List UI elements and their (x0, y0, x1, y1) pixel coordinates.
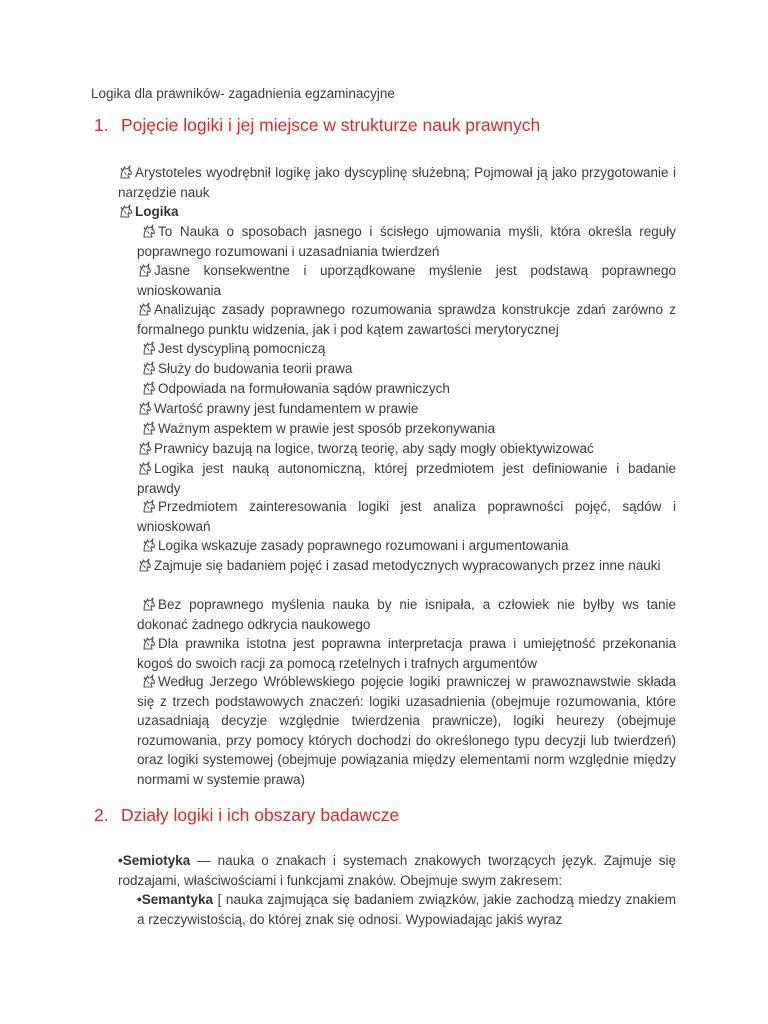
list-item: Logika wskazuje zasady poprawnego rozumowani i argumentowania (141, 536, 676, 556)
unicorn-icon (118, 164, 134, 180)
unicorn-icon (137, 400, 153, 416)
unicorn-icon (141, 635, 157, 651)
list-item: Jasne konsekwentne i uporządkowane myślenie jest podstawą poprawnego wnioskowania (137, 263, 676, 298)
list-item: Zajmuje się badaniem pojęć i zasad metodycznych wypracowanych przez inne nauki (137, 556, 676, 576)
unicorn-icon (141, 673, 157, 689)
unicorn-icon (137, 262, 153, 278)
list-item: •Semantyka [ nauka zajmująca się badaniem związków, jakie zachodzą miedzy znakiem a rzeczywistością, do której znak się odnosi. Wypowiadając jakiś wyraz (137, 892, 676, 927)
list-item: Odpowiada na formułowania sądów prawniczych (141, 379, 676, 399)
list-item: To Nauka o sposobach jasnego i ścisłego ujmowania myśli, która określa reguły poprawnego rozumowani i uzasadniania twierdzeń (137, 224, 676, 259)
section-title: Działy logiki i ich obszary badawcze (121, 805, 400, 825)
section-number: 1. (94, 115, 109, 135)
unicorn-icon (137, 557, 153, 573)
list-item: Ważnym aspektem w prawie jest sposób przekonywania (141, 419, 676, 439)
list-item: Jest dyscypliną pomocniczą (141, 339, 676, 359)
unicorn-icon (141, 498, 157, 514)
list-item: Dla prawnika istotna jest poprawna interpretacja prawa i umiejętność przekonania kogoś do swoich racji za pomocą rzetelnych i trafnych argumentów (137, 636, 676, 671)
unicorn-icon (141, 223, 157, 239)
list-item: Arystoteles wyodrębnił logikę jako dyscyplinę służebną; Pojmował ją jako przygotowanie i narzędzie nauk (118, 165, 676, 200)
section-title: Pojęcie logiki i jej miejsce w strukturze nauk prawnych (121, 115, 541, 135)
logika-label: Logika (135, 204, 179, 219)
list-item: Prawnicy bazują na logice, tworzą teorię, aby sądy mogły obiektywizować (137, 439, 676, 459)
document-title: Logika dla prawników- zagadnienia egzaminacyjne (91, 86, 395, 101)
list-item: Według Jerzego Wróblewskiego pojęcie logiki prawniczej w prawoznawstwie składa się z trzech podstawowych znaczeń: logiki uzasadnienia (obejmuje rozumowania, które uzasadniają decyzje względnie twierdzenia prawnicze), logiki heurezy (obejmuje rozumowania, przy pomocy których dochodzi do określonego typu decyzji lub twierdzeń) oraz logiki systemowej (obejmuje powiązania między elementami norm względnie między normami w systemie prawa) (137, 674, 676, 787)
list-item: Wartość prawny jest fundamentem w prawie (137, 399, 676, 419)
unicorn-icon (137, 440, 153, 456)
section-number: 2. (94, 805, 109, 825)
unicorn-icon (137, 460, 153, 476)
unicorn-icon (141, 340, 157, 356)
unicorn-icon (141, 596, 157, 612)
unicorn-icon (141, 360, 157, 376)
list-item: Analizując zasady poprawnego rozumowania sprawdza konstrukcje zdań zarówno z formalnego punktu widzenia, jak i pod kątem zawartości merytorycznej (137, 302, 676, 337)
semiotyka-term: •Semiotyka (118, 853, 191, 868)
unicorn-icon (137, 301, 153, 317)
unicorn-icon (141, 537, 157, 553)
list-item (118, 202, 676, 222)
list-item: Służy do budowania teorii prawa (141, 359, 676, 379)
semantyka-term: •Semantyka (137, 892, 214, 907)
list-item: Bez poprawnego myślenia nauka by nie isnipała, a człowiek nie byłby ws tanie dokonać żadnego odkrycia naukowego (137, 597, 676, 632)
list-item: •Semiotyka — nauka o znakach i systemach znakowych tworzących język. Zajmuje się rodzajami, właściwościami i funkcjami znaków. Obejmuje swym zakresem: (118, 853, 676, 888)
list-item: Logika jest nauką autonomiczną, której przedmiotem jest definiowanie i badanie prawdy (137, 461, 676, 496)
section-heading-2 (94, 805, 399, 826)
unicorn-icon (141, 420, 157, 436)
unicorn-icon (118, 203, 134, 219)
list-item: Przedmiotem zainteresowania logiki jest analiza poprawności pojęć, sądów i wnioskowań (137, 499, 676, 534)
section-heading-1 (94, 115, 540, 136)
unicorn-icon (141, 380, 157, 396)
